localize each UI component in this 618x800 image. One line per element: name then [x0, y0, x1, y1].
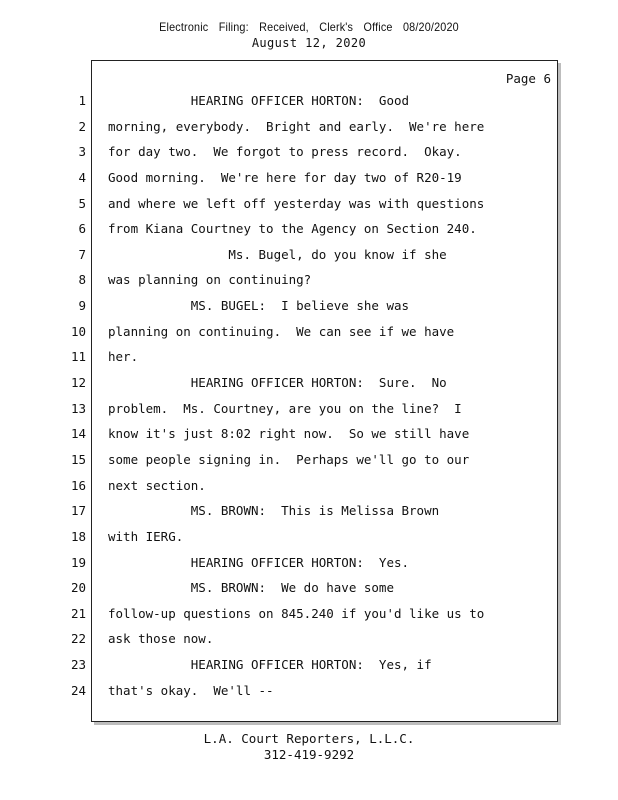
line-number: 1	[78, 93, 86, 108]
transcript-date: August 12, 2020	[251, 36, 367, 50]
transcript-line: planning on continuing. We can see if we have	[108, 323, 455, 339]
transcript-line: her.	[108, 349, 139, 365]
transcript-line: morning, everybody. Bright and early. We're here	[108, 118, 485, 134]
line-number: 22	[70, 631, 86, 647]
line-number: 19	[70, 554, 86, 570]
transcript-line: ask those now.	[108, 631, 214, 647]
transcript-line: problem. Ms. Courtney, are you on the line? I	[108, 400, 462, 416]
transcript-line: and where we left off yesterday was with questions	[108, 195, 485, 211]
line-number: 4	[78, 169, 86, 185]
line-number: 20	[70, 580, 86, 596]
line-number: 18	[70, 528, 86, 544]
transcript-line: with IERG.	[108, 528, 184, 544]
line-number: 21	[70, 605, 86, 621]
line-number: 6	[78, 221, 86, 237]
transcript-line: MS. BROWN: We do have some	[108, 580, 394, 596]
line-number: 14	[70, 426, 86, 442]
transcript-line: follow-up questions on 845.240 if you'd like us to	[108, 605, 485, 621]
line-number: 12	[70, 375, 86, 391]
transcript-text	[108, 88, 548, 703]
line-number: 24	[70, 682, 86, 698]
line-number: 3	[78, 144, 86, 160]
line-number: 11	[70, 349, 86, 365]
transcript-line: from Kiana Courtney to the Agency on Section 240.	[108, 221, 477, 237]
transcript-line: HEARING OFFICER HORTON: Sure. No	[108, 375, 447, 391]
line-number: 5	[78, 195, 86, 211]
page-footer	[0, 731, 618, 763]
reporter-company: L.A. Court Reporters, L.L.C.	[203, 731, 415, 746]
transcript-line: was planning on continuing?	[108, 272, 312, 288]
line-number: 7	[78, 246, 86, 262]
line-number: 17	[70, 503, 86, 519]
line-number: 13	[70, 400, 86, 416]
line-number: 8	[78, 272, 86, 288]
transcript-line: some people signing in. Perhaps we'll go to our	[108, 451, 470, 467]
page-number: Page 6	[505, 71, 551, 86]
transcript-line: for day two. We forgot to press record. Okay.	[108, 144, 462, 160]
line-number: 15	[70, 451, 86, 467]
transcript-line: that's okay. We'll --	[108, 682, 274, 698]
line-number: 23	[70, 657, 86, 673]
transcript-line: know it's just 8:02 right now. So we still have	[108, 426, 470, 442]
line-number: 10	[70, 323, 86, 339]
line-number: 16	[70, 477, 86, 493]
line-number: 9	[78, 298, 86, 314]
transcript-line: HEARING OFFICER HORTON: Yes, if	[108, 657, 432, 673]
transcript-line: next section.	[108, 477, 206, 493]
transcript-line: Good morning. We're here for day two of R20-19	[108, 169, 462, 185]
line-number-column	[50, 88, 86, 703]
transcript-line: MS. BUGEL: I believe she was	[108, 298, 410, 314]
filing-stamp: Electronic Filing: Received, Clerk's Office 08/20/2020	[159, 20, 459, 34]
line-number: 2	[78, 118, 86, 134]
transcript-line: Ms. Bugel, do you know if she	[108, 246, 447, 262]
reporter-phone: 312-419-9292	[263, 747, 355, 762]
transcript-line: MS. BROWN: This is Melissa Brown	[108, 503, 440, 519]
transcript-line: HEARING OFFICER HORTON: Yes.	[108, 554, 410, 570]
transcript-line: HEARING OFFICER HORTON: Good	[108, 93, 410, 108]
